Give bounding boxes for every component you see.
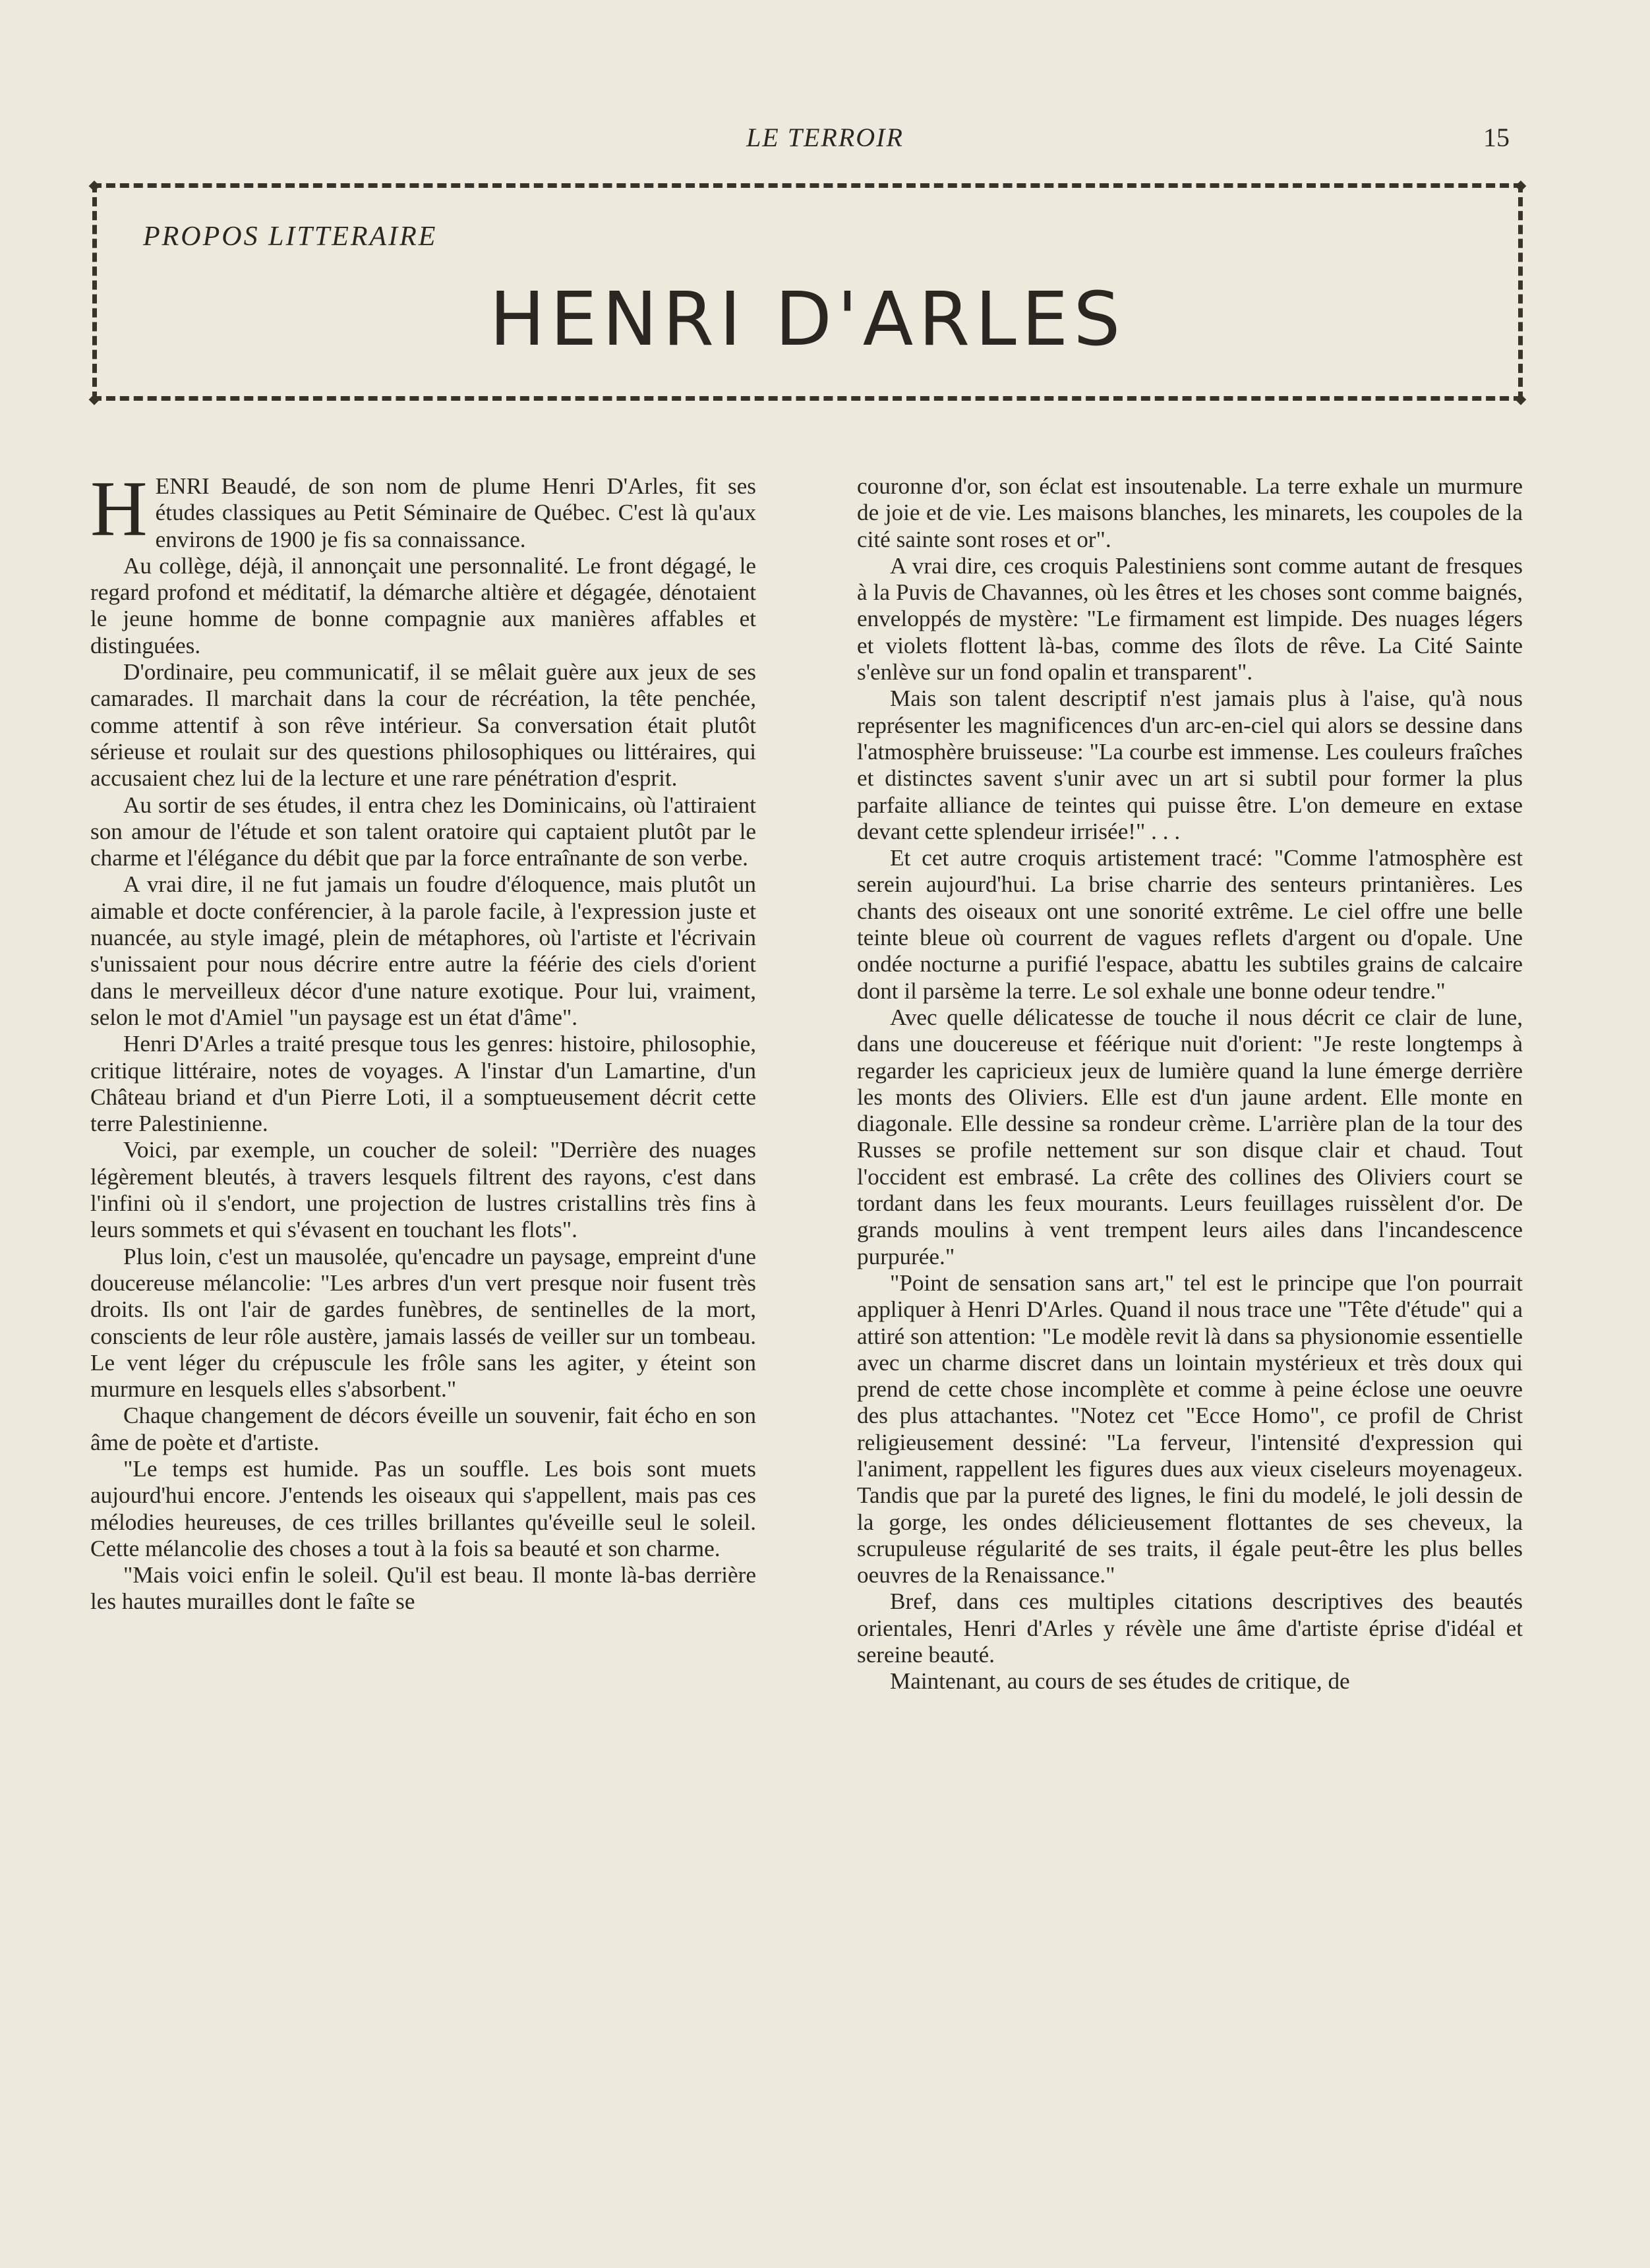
page-number: 15 [1483,123,1510,152]
corner-ornament-icon: ◆ [88,177,100,193]
corner-ornament-icon: ◆ [88,390,100,407]
article-paragraph: A vrai dire, il ne fut jamais un foudre d'éloquence, mais plutôt un aimable et docte conférencier, à la parole facile, à l'expression juste et nuancée, au style imagé, plein de métaphores, où l'artiste et l'écrivain s'unissaient pour nous décrire entre autre la féérie des ciels d'orient dans le merveilleux décor d'une nature exotique. Pour lui, vraiment, selon le mot d'Amiel "un paysage est un état d'âme". [90,871,756,1030]
article-column-right [857,473,1523,1695]
article-paragraph: Plus loin, c'est un mausolée, qu'encadre un paysage, empreint d'une doucereuse mélancolie: "Les arbres d'un vert presque noir fusent très droits. Ils ont l'air de gardes funèbres, de sentinelles de la mort, conscients de leur rôle austère, jamais lassés de veiller sur un tombeau. Le vent léger du crépuscule les frôle sans les agiter, y éteint son murmure en lesquels elles s'absorbent." [90,1243,756,1403]
article-paragraph: couronne d'or, son éclat est insoutenable. La terre exhale un murmure de joie et de vie. Les maisons blanches, les minarets, les coupoles de la cité sainte sont roses et or". [857,473,1523,552]
article-paragraph: Voici, par exemple, un coucher de soleil: "Derrière des nuages légèrement bleutés, à travers lesquels filtrent des rayons, c'est dans l'infini où il s'endort, une projection de lustres cristallins très fins à leurs sommets et qui s'évasent en touchant les flots". [90,1137,756,1243]
article-paragraph: "Point de sensation sans art," tel est le principe que l'on pourrait appliquer à Henri D'Arles. Quand il nous trace une "Tête d'étude" qui a attiré son attention: "Le modèle revit là dans sa physionomie essentielle avec un charme discret dans un lointain mystérieux et très doux qui prend de cette chose incomplète et comme à peine éclose une oeuvre des plus attachantes. "Notez cet "Ecce Homo", ce profil de Christ religieusement dessiné: "La ferveur, l'intensité d'expression qui l'animent, rappellent les figures dues aux vieux ciseleurs moyenageux. Tandis que par la pureté des lignes, le fini du modelé, le joli dessin de la gorge, les ondes délicieusement flottantes de ses cheveux, la scrupuleuse régularité de ses traits, il égale peut-être les plus belles oeuvres de la Renaissance." [857,1269,1523,1588]
corner-ornament-icon: ◆ [1515,177,1527,193]
article-paragraph: Chaque changement de décors éveille un souvenir, fait écho en son âme de poète et d'artiste. [90,1403,756,1455]
article-paragraph: Avec quelle délicatesse de touche il nous décrit ce clair de lune, dans une doucereuse et féérique nuit d'orient: "Je reste longtemps à regarder les capricieux jeux de lumière quand la lune émerge derrière les monts des Oliviers. Elle est d'un jaune ardent. Elle monte en diagonale. Elle dessine sa rondeur crème. L'arrière plan de la tour des Russes se profile nettement sur son disque clair et chaud. Tout l'occident est embrasé. La crête des collines des Oliviers court se tordant dans les feux mourants. Leurs feuillages ruissèlent d'or. De grands moulins à vent trempent leurs ailes dans l'incandescence purpurée." [857,1004,1523,1269]
article-paragraph: A vrai dire, ces croquis Palestiniens sont comme autant de fresques à la Puvis de Chavannes, où les êtres et les choses sont comme baignés, enveloppés de mystère: "Le firmament est limpide. Des nuages légers et violets flottent là-bas, comme des îlots de rêve. La Cité Sainte s'enlève sur un fond opalin et transparent". [857,552,1523,685]
article-paragraph: Et cet autre croquis artistement tracé: "Comme l'atmosphère est serein aujourd'hui. La brise charrie des senteurs printanières. Les chants des oiseaux ont une sonorité extrême. Le ciel offre une belle teinte bleue où courrent de vagues reflets d'argent ou d'opale. Une ondée nocturne a purifié l'espace, abattu les subtiles grains de calcaire dont il parsème la terre. Le sol exhale une bonne odeur tendre." [857,845,1523,1004]
running-title: LE TERROIR [746,123,904,152]
article-paragraph: "Mais voici enfin le soleil. Qu'il est beau. Il monte là-bas derrière les hautes murailles dont le faîte se [90,1562,756,1615]
article-paragraph: Mais son talent descriptif n'est jamais plus à l'aise, qu'à nous représenter les magnificences d'un arc-en-ciel qui alors se dessine dans l'atmosphère bruisseuse: "La courbe est immense. Les couleurs fraîches et distinctes savent s'unir avec un art si subtil pour former la plus parfaite alliance de teintes qui puisse être. L'on demeure en extase devant cette splendeur irrisée!" . . . [857,685,1523,844]
corner-ornament-icon: ◆ [1515,390,1527,407]
article-paragraph: Au collège, déjà, il annonçait une personnalité. Le front dégagé, le regard profond et méditatif, la démarche altière et dégagée, dénotaient le jeune homme de bonne compagnie aux manières affables et distinguées. [90,552,756,658]
article-paragraph: Au sortir de ses études, il entra chez les Dominicains, où l'attiraient son amour de l'étude et son talent oratoire qui captaient plutôt par le charme et l'élégance du débit que par la force entraînante de son verbe. [90,792,756,871]
article-column-left [90,465,756,1615]
title-frame [88,177,1527,407]
article-paragraph: "Le temps est humide. Pas un souffle. Les bois sont muets aujourd'hui encore. J'entends les oiseaux qui s'appellent, mais pas ces mélodies heureuses, de ces trilles brillantes qu'éveille seul le soleil. Cette mélancolie des choses a tout à la fois sa beauté et son charme. [90,1455,756,1561]
article-paragraph: HENRI Beaudé, de son nom de plume Henri D'Arles, fit ses études classiques au Petit Séminaire de Québec. C'est là qu'aux environs de 1900 je fis sa connaissance. [90,465,756,552]
drop-cap: H [90,465,148,552]
article-paragraph: D'ordinaire, peu communicatif, il se mêlait guère aux jeux de ses camarades. Il marchait dans la cour de récréation, la tête penchée, comme attentif à son rêve intérieur. Sa conversation était plutôt sérieuse et roulait sur des questions philosophiques ou littéraires, qui accusaient chez lui de la lecture et une rare pénétration d'esprit. [90,659,756,792]
article-paragraph: Maintenant, au cours de ses études de critique, de [890,1668,1350,1695]
article-paragraph: Bref, dans ces multiples citations descriptives des beautés orientales, Henri d'Arles y révèle une âme d'artiste éprise d'idéal et sereine beauté. [857,1588,1523,1668]
article-paragraph: Henri D'Arles a traité presque tous les genres: histoire, philosophie, critique littéraire, notes de voyages. A l'instar d'un Lamartine, d'un Château briand et d'un Pierre Loti, il a somptueusement décrit cette terre Palestinienne. [90,1031,756,1137]
section-label: PROPOS LITTERAIRE [143,221,438,252]
article-title: HENRI D'ARLES [489,277,1126,363]
